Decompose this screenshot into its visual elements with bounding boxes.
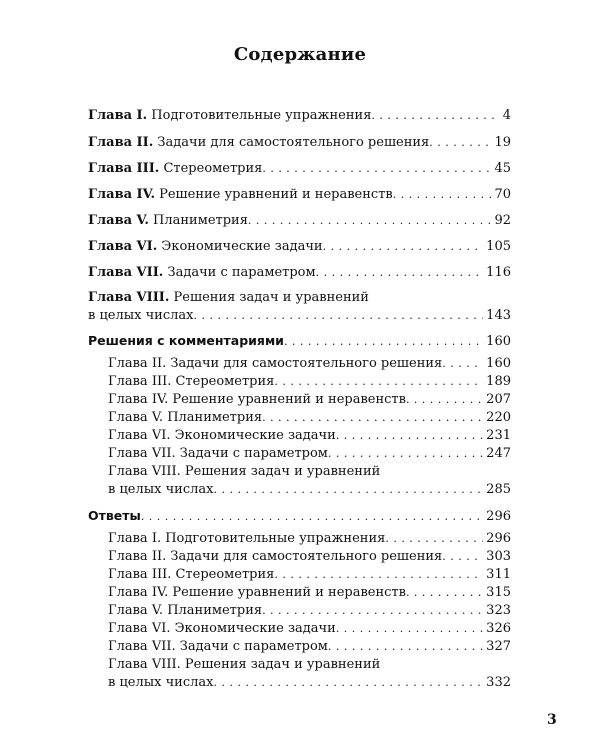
chapter-number: Глава III. [88, 161, 160, 176]
page-ref: 231 [486, 428, 511, 443]
chapter-number: Глава VII. [88, 265, 164, 280]
dot-leader [316, 265, 484, 281]
toc-subentry[interactable] [108, 446, 511, 462]
subentry-title: Глава VII. Задачи с параметром [108, 446, 328, 461]
chapter-title: Решения задач и уравнений [173, 290, 369, 305]
dot-leader [262, 161, 491, 177]
chapter-number: Глава V. [88, 213, 149, 228]
dot-leader [371, 108, 499, 124]
page-ref: 296 [486, 509, 511, 524]
dot-leader [406, 585, 483, 601]
toc-subentry-title[interactable]: Глава VIII. Решения задач и уравнений [108, 657, 381, 672]
toc-section-answers[interactable] [88, 508, 511, 525]
page-ref: 285 [486, 482, 511, 497]
subentry-title: Глава I. Подготовительные упражнения [108, 531, 386, 546]
subentry-title-continued: в целых числах [108, 482, 214, 497]
toc-subentry[interactable] [108, 639, 511, 655]
dot-leader [385, 531, 483, 547]
section-title: Ответы [88, 508, 141, 523]
chapter-number: Глава I. [88, 108, 148, 123]
toc-entry-chapter-7[interactable] [88, 265, 511, 281]
dot-leader [442, 549, 483, 565]
subentry-title: Глава IV. Решение уравнений и неравенств [108, 585, 406, 600]
subentry-title: Глава III. Стереометрия [108, 567, 275, 582]
toc-entry-chapter-3[interactable] [88, 161, 511, 177]
dot-leader [274, 374, 483, 390]
toc-entry-chapter-8-title[interactable] [88, 290, 369, 306]
dot-leader [328, 446, 483, 462]
dot-leader [393, 187, 492, 203]
subentry-title: Глава II. Задачи для самостоятельного решения [108, 549, 443, 564]
chapter-title: Экономические задачи [161, 239, 323, 254]
page-ref: 323 [486, 603, 511, 618]
toc-entry-chapter-2[interactable] [88, 135, 511, 151]
subentry-title: Глава III. Стереометрия [108, 374, 275, 389]
section-title: Решения с комментариями [88, 333, 284, 348]
page-ref: 19 [494, 135, 511, 150]
subentry-title: Глава II. Задачи для самостоятельного решения [108, 356, 443, 371]
page-ref: 105 [486, 239, 511, 254]
dot-leader [328, 639, 483, 655]
dot-leader [141, 509, 483, 525]
chapter-title: Стереометрия [163, 161, 263, 176]
dot-leader [193, 308, 483, 324]
page-ref: 92 [494, 213, 511, 228]
page-ref: 4 [502, 108, 511, 123]
toc-subentry[interactable] [108, 410, 511, 426]
toc-subentry[interactable] [108, 675, 511, 691]
toc-entry-chapter-8[interactable] [88, 308, 511, 324]
page-title: Содержание [233, 44, 367, 65]
chapter-title: Подготовительные упражнения [151, 108, 372, 123]
toc-subentry[interactable] [108, 585, 511, 601]
dot-leader [213, 675, 483, 691]
toc-subentry[interactable] [108, 482, 511, 498]
chapter-number: Глава VI. [88, 239, 158, 254]
toc-subentry[interactable] [108, 603, 511, 619]
dot-leader [248, 213, 492, 229]
dot-leader [336, 621, 483, 637]
page-ref: 116 [486, 265, 511, 280]
page-ref: 160 [486, 356, 511, 371]
page-ref: 70 [494, 187, 511, 202]
dot-leader [213, 482, 483, 498]
toc-subentry[interactable] [108, 549, 511, 565]
dot-leader [262, 410, 483, 426]
dot-leader [336, 428, 483, 444]
toc-subentry[interactable] [108, 567, 511, 583]
page-ref: 220 [486, 410, 511, 425]
page-ref: 303 [486, 549, 511, 564]
page-ref: 45 [494, 161, 511, 176]
chapter-number: Глава IV. [88, 187, 155, 202]
toc-entry-chapter-4[interactable] [88, 187, 511, 203]
chapter-title: Задачи с параметром [167, 265, 316, 280]
dot-leader [429, 135, 491, 151]
page-ref: 207 [486, 392, 511, 407]
page-ref: 315 [486, 585, 511, 600]
page-ref: 296 [486, 531, 511, 546]
toc-subentry[interactable] [108, 356, 511, 372]
chapter-number: Глава VIII. [88, 290, 170, 305]
chapter-title: Решение уравнений и неравенств [159, 187, 393, 202]
subentry-title: Глава VI. Экономические задачи [108, 621, 336, 636]
toc-subentry[interactable] [108, 374, 511, 390]
chapter-title: Задачи для самостоятельного решения [157, 135, 430, 150]
toc-subentry[interactable] [108, 392, 511, 408]
subentry-title: Глава IV. Решение уравнений и неравенств [108, 392, 406, 407]
page-ref: 189 [486, 374, 511, 389]
page-ref: 311 [486, 567, 511, 582]
dot-leader [262, 603, 483, 619]
page-ref: 160 [486, 334, 511, 349]
dot-leader [323, 239, 484, 255]
toc-subentry-title[interactable]: Глава VIII. Решения задач и уравнений [108, 464, 381, 479]
page-ref: 327 [486, 639, 511, 654]
toc-subentry[interactable] [108, 621, 511, 637]
subentry-title: Глава VI. Экономические задачи [108, 428, 336, 443]
toc-entry-chapter-1[interactable] [88, 108, 511, 124]
dot-leader [406, 392, 483, 408]
chapter-number: Глава II. [88, 135, 154, 150]
subentry-title: Глава VII. Задачи с параметром [108, 639, 328, 654]
toc-section-solutions[interactable] [88, 333, 511, 350]
page-ref: 326 [486, 621, 511, 636]
dot-leader [442, 356, 483, 372]
dot-leader [274, 567, 483, 583]
toc-entry-chapter-5[interactable] [88, 213, 511, 229]
toc-entry-chapter-6[interactable] [88, 239, 511, 255]
page-ref: 247 [486, 446, 511, 461]
subentry-title-continued: в целых числах [108, 675, 214, 690]
toc-subentry[interactable] [108, 531, 511, 547]
subentry-title: Глава V. Планиметрия [108, 603, 263, 618]
chapter-title-continued: в целых числах [88, 308, 194, 323]
page-ref: 143 [486, 308, 511, 323]
chapter-title: Планиметрия [153, 213, 248, 228]
dot-leader [284, 334, 483, 350]
page-number: 3 [547, 712, 557, 728]
page-ref: 332 [486, 675, 511, 690]
subentry-title: Глава V. Планиметрия [108, 410, 263, 425]
toc-subentry[interactable] [108, 428, 511, 444]
